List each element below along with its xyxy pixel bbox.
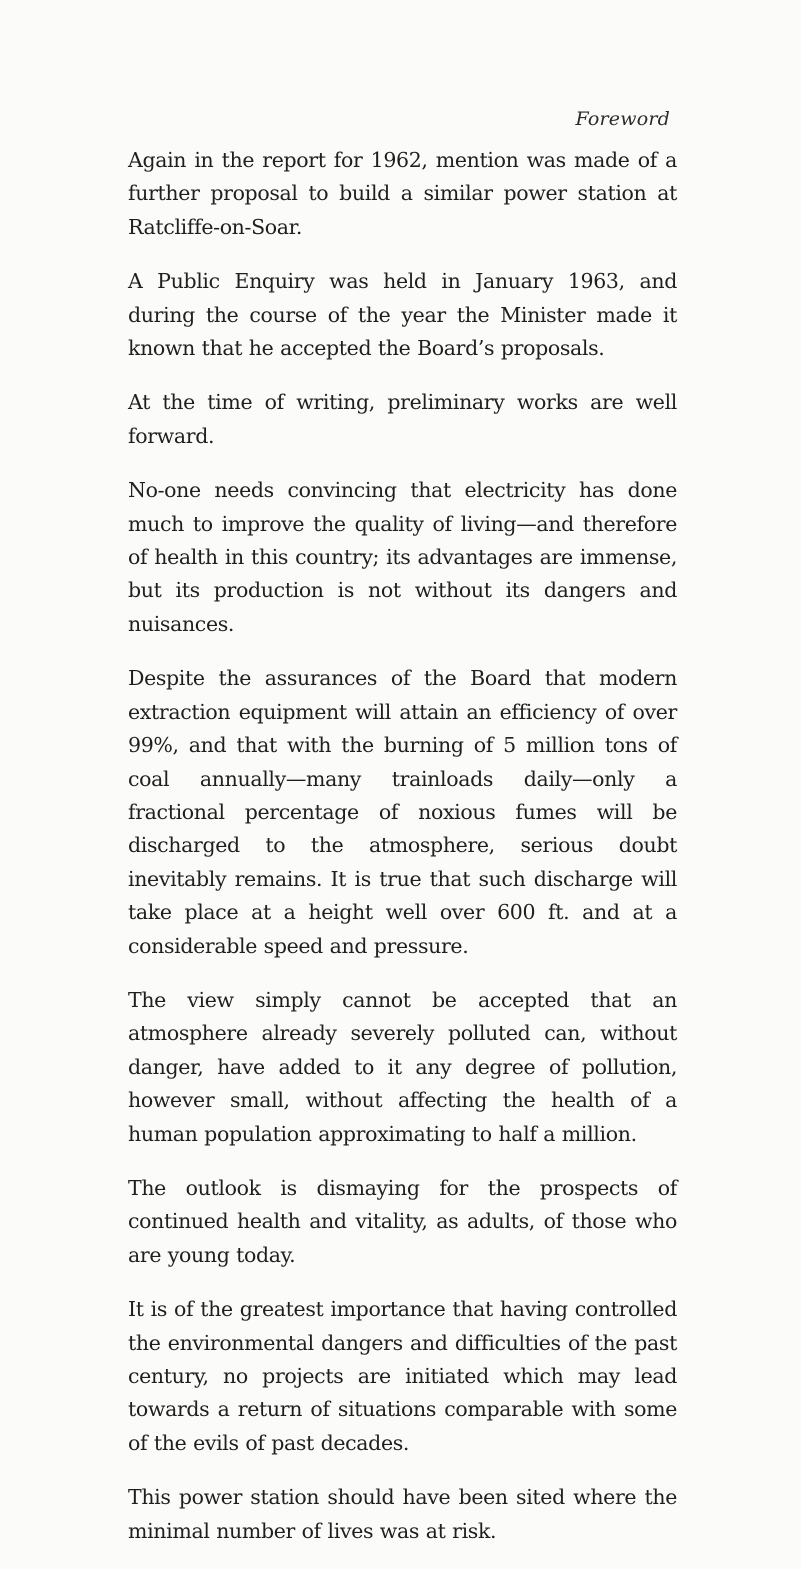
paragraph-pollution-view: The view simply cannot be accepted that an atmosphere already severely polluted can, without danger, have added to it any degree of pollution, however small, without affecting the health of a human population approximating to half a million.: [128, 987, 677, 1146]
body-text: [128, 144, 677, 1569]
paragraph-importance: It is of the greatest importance that having controlled the environmental dangers and difficulties of the past century, no projects are initiated which may lead towards a return of situations comparable with some of the evils of past decades.: [128, 1297, 677, 1455]
paragraph-outlook: The outlook is dismaying for the prospects of continued health and vitality, as adults, of those who are young today.: [128, 1175, 677, 1267]
paragraph-ratcliffe-proposal: Again in the report for 1962, mention was made of a further proposal to build a similar power station at Ratcliffe-on-Soar.: [128, 148, 677, 239]
paragraph-public-enquiry: A Public Enquiry was held in January 1963, and during the course of the year the Minister made it known that he accepted the Board’s proposals.: [128, 269, 677, 361]
paragraph-extraction-equipment: Despite the assurances of the Board that modern extraction equipment will attain an efficiency of over 99%, and that with the burning of 5 million tons of coal annually—many trainloads daily—only a fractional percentage of noxious fumes will be discharged to the atmosphere, serious doubt inevitably remains. It is true that such discharge will take place at a height well over 600 ft. and at a considerable speed and pressure.: [128, 666, 677, 958]
paragraph-preliminary-works: At the time of writing, preliminary works are well forward.: [128, 390, 677, 448]
paragraph-siting: This power station should have been sited where the minimal number of lives was at risk.: [128, 1485, 677, 1543]
paragraph-electricity-benefits: No-one needs convincing that electricity has done much to improve the quality of living—and therefore of health in this country; its advantages are immense, but its production is not without its dangers and nuisances.: [128, 478, 677, 636]
running-head: Foreword: [575, 108, 670, 130]
